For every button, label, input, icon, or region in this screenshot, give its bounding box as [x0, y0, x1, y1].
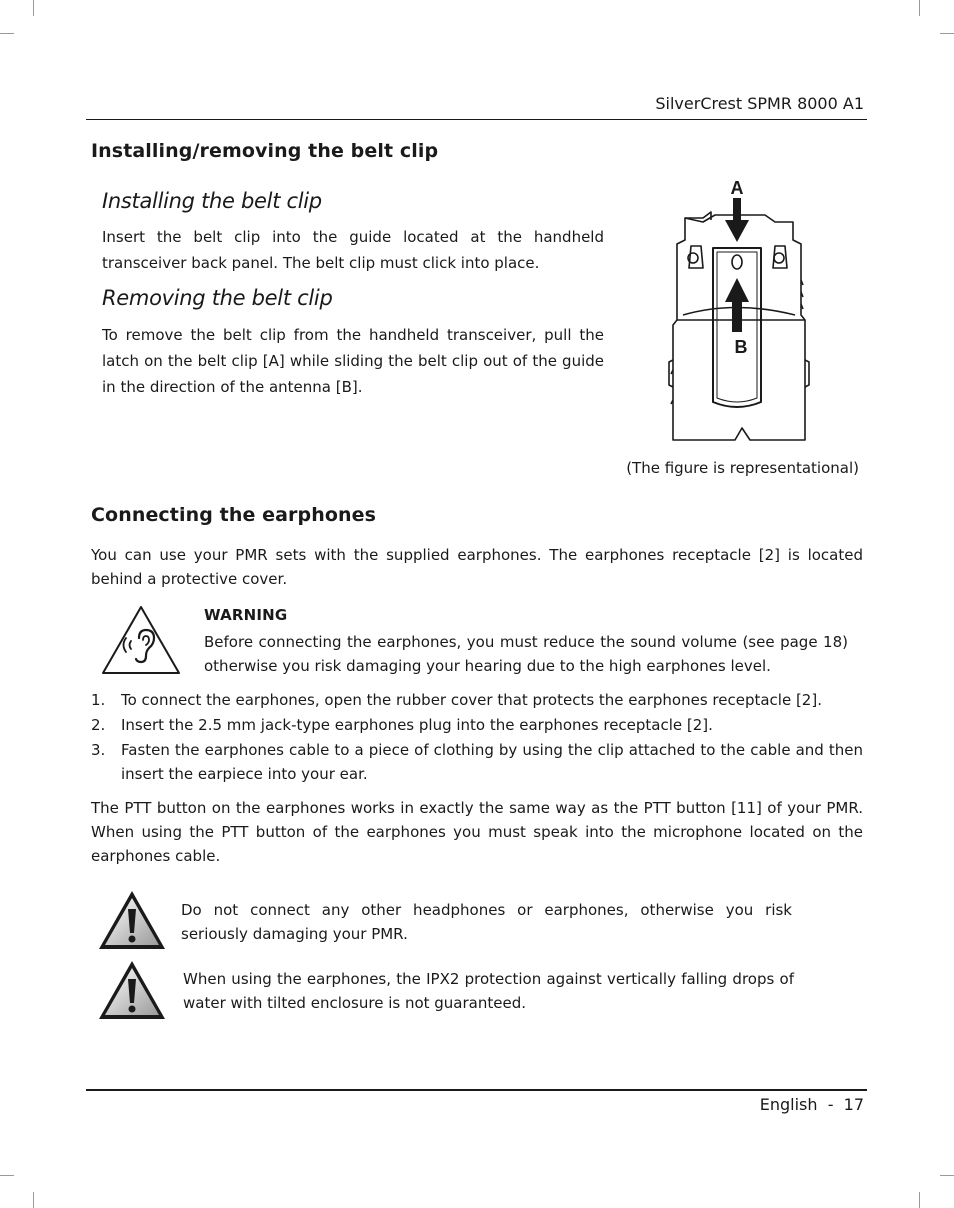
ptt-text: The PTT button on the earphones works in exactly the same way as the PTT button [11] of your PMR. When using the PTT button of the earphones you must speak into the microphone located on the earphones cable.: [91, 799, 863, 865]
page-number: English - 17: [759, 1095, 864, 1114]
crop-mark: [33, 0, 34, 16]
list-item: [91, 688, 863, 712]
section-title-earphones: Connecting the earphones: [91, 504, 377, 526]
warning-text: Before connecting the earphones, you must reduce the sound volume (see page 18) otherwise you risk damaging your hearing due to the high earphones level.: [204, 633, 848, 675]
caution-triangle-icon: [97, 959, 167, 1021]
footer-rule: [86, 1089, 867, 1091]
subtitle-remove-belt-clip: Removing the belt clip: [102, 286, 333, 310]
crop-mark: [940, 1175, 954, 1176]
crop-mark: [919, 1192, 920, 1208]
step-number: 1.: [91, 691, 106, 709]
crop-mark: [940, 33, 954, 34]
install-instructions: Insert the belt clip into the guide located at the handheld transceiver back panel. The belt clip must click into place.: [102, 228, 604, 272]
crop-mark: [33, 1192, 34, 1208]
arrow-down-icon: [725, 198, 749, 242]
caution-triangle-icon: [97, 889, 167, 951]
belt-clip-figure: [655, 170, 815, 460]
list-item: [91, 738, 863, 786]
list-item: [91, 713, 863, 737]
step-number: 2.: [91, 716, 106, 734]
header-rule: [86, 119, 867, 120]
subtitle-install-belt-clip: Installing the belt clip: [102, 189, 322, 213]
connection-steps: [91, 688, 863, 787]
section-title-belt-clip: Installing/removing the belt clip: [91, 140, 439, 162]
running-header: SilverCrest SPMR 8000 A1: [655, 94, 864, 113]
figure-caption: (The figure is representational): [626, 459, 859, 477]
earphones-intro: You can use your PMR sets with the supplied earphones. The earphones receptacle [2] is located behind a protective cover.: [91, 546, 863, 588]
crop-mark: [0, 33, 14, 34]
remove-instructions: To remove the belt clip from the handheld transceiver, pull the latch on the belt clip [A] while sliding the belt clip out of the guide in the direction of the antenna [B].: [102, 326, 604, 396]
figure-label-a: A: [730, 178, 744, 198]
step-number: 3.: [91, 741, 106, 759]
crop-mark: [0, 1175, 14, 1176]
step-text: To connect the earphones, open the rubber cover that protects the earphones receptacle [2].: [121, 691, 822, 709]
crop-mark: [919, 0, 920, 16]
caution-text-1: Do not connect any other headphones or earphones, otherwise you risk seriously damaging your PMR.: [181, 901, 792, 943]
step-text: Fasten the earphones cable to a piece of clothing by using the clip attached to the cable and then insert the earpiece into your ear.: [121, 741, 863, 783]
warning-heading: WARNING: [204, 606, 288, 624]
hearing-warning-icon: [100, 604, 182, 676]
figure-label-b: B: [734, 337, 748, 357]
caution-text-2: When using the earphones, the IPX2 protection against vertically falling drops of water with tilted enclosure is not guaranteed.: [183, 970, 794, 1012]
step-text: Insert the 2.5 mm jack-type earphones plug into the earphones receptacle [2].: [121, 716, 713, 734]
arrow-up-icon: [725, 278, 749, 332]
